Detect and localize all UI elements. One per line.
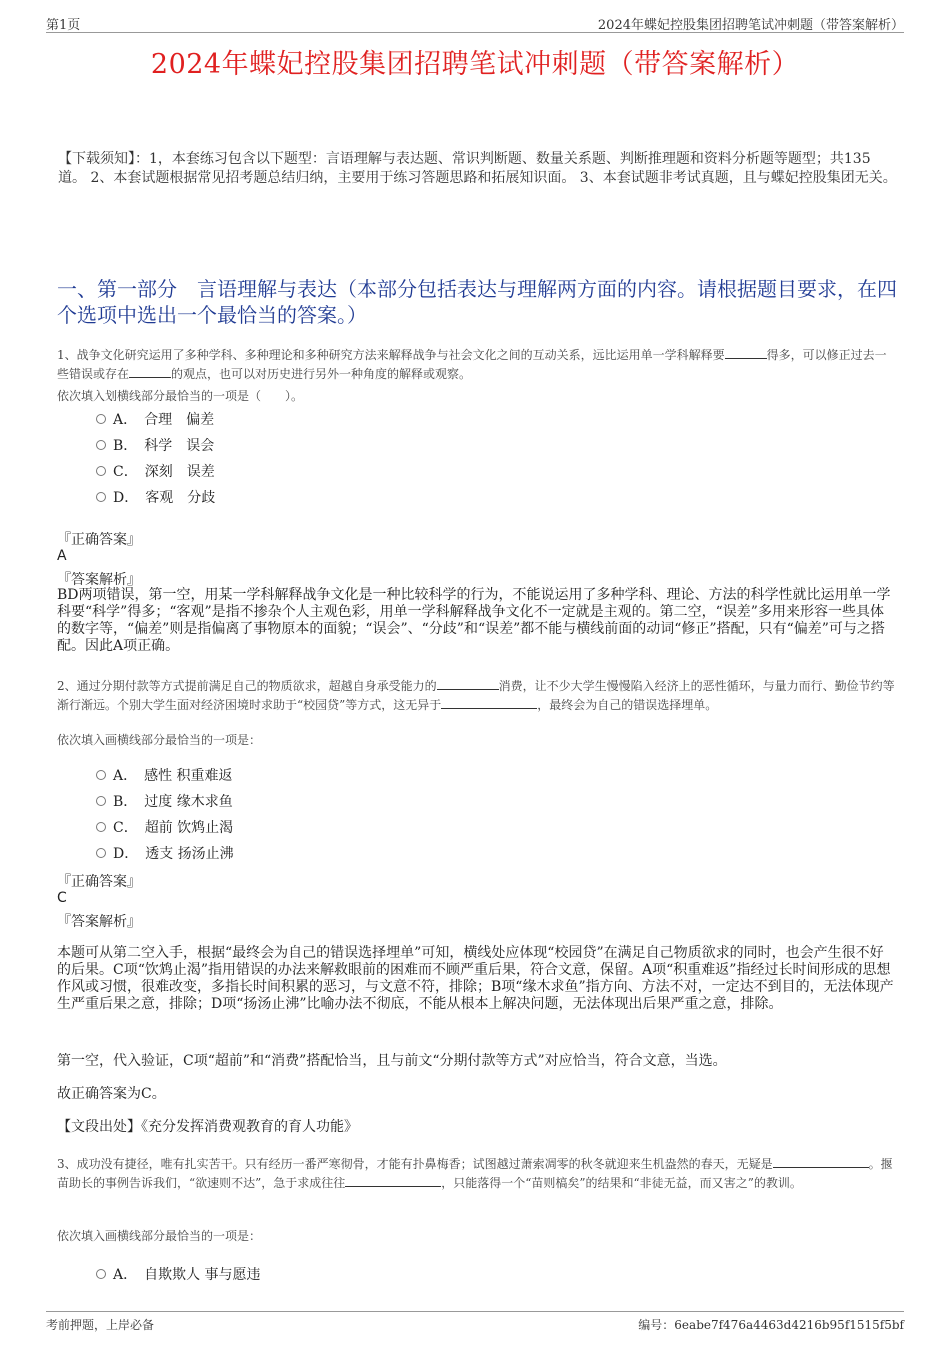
q3-option-a[interactable]: A． 自欺欺人 事与愿违 <box>96 1264 261 1284</box>
q2-option-c[interactable]: C． 超前 饮鸩止渴 <box>96 817 233 837</box>
question-1-instruction: 依次填入划横线部分最恰当的一项是（ ）。 <box>57 389 304 403</box>
fill-blank <box>129 365 171 378</box>
radio-icon[interactable] <box>96 492 106 502</box>
q1-correct-answer: A <box>57 548 67 564</box>
question-2-instruction: 依次填入画横线部分最恰当的一项是： <box>57 733 262 747</box>
page-footer <box>46 1311 904 1336</box>
fill-blank <box>345 1174 441 1187</box>
fill-blank <box>773 1155 869 1168</box>
radio-icon[interactable] <box>96 770 106 780</box>
radio-icon[interactable] <box>96 1269 106 1279</box>
q1-analysis-label: 『答案解析』 <box>57 572 141 588</box>
radio-icon[interactable] <box>96 414 106 424</box>
q2-analysis-paragraph-3: 故正确答案为C。 <box>57 1086 166 1102</box>
question-1-stem: 1、战争文化研究运用了多种学科、多种理论和多种研究方法来解释战争与社会文化之间的互动关系，远比运用单一学科解释要 得多，可以修正过去一些错误或存在 的观点，也可以对历史进行另外一种角度的解释或观察。 <box>57 348 887 381</box>
page-header <box>46 10 904 33</box>
q2-option-a[interactable]: A． 感性 积重难返 <box>96 765 233 785</box>
question-3-stem: 3、成功没有捷径，唯有扎实苦干。只有经历一番严寒彻骨，才能有扑鼻梅香；试图越过萧索凋零的秋冬就迎来生机盎然的春天，无疑是 。揠苗助长的事例告诉我们，“欲速则不达”，急于求成往往 ，只能落得一个“苗则槁矣”的结果和“非徒无益，而又害之”的教训。 <box>57 1157 893 1190</box>
q2-option-b[interactable]: B． 过度 缘木求鱼 <box>96 791 233 811</box>
header-doc-name: 2024年蝶妃控股集团招聘笔试冲刺题（带答案解析） <box>597 18 904 33</box>
radio-icon[interactable] <box>96 466 106 476</box>
footer-slogan: 考前押题，上岸必备 <box>46 1318 155 1332</box>
radio-icon[interactable] <box>96 822 106 832</box>
q1-option-d[interactable]: D． 客观 分歧 <box>96 487 215 507</box>
footer-doc-id: 编号：6eabe7f476a4463d4216b95f1515f5bf <box>638 1318 904 1332</box>
document-title: 2024年蝶妃控股集团招聘笔试冲刺题（带答案解析） <box>150 49 800 80</box>
download-notice: 【下载须知】：1，本套练习包含以下题型：言语理解与表达题、常识判断题、数量关系题、判断推理题和资料分析题等题型；共135道。 2、本套试题根据常见招考题总结归纳，主要用于练习答题思路和拓展知识面。 3、本套试题非考试真题，且与蝶妃控股集团无关。 <box>58 151 897 186</box>
fill-blank <box>725 346 767 359</box>
q2-option-d[interactable]: D． 透支 扬汤止沸 <box>96 843 234 863</box>
q1-option-b[interactable]: B． 科学 误会 <box>96 435 214 455</box>
question-3-instruction: 依次填入画横线部分最恰当的一项是： <box>57 1229 262 1243</box>
q2-correct-answer: C <box>57 890 67 906</box>
q2-text-source: 【文段出处】《充分发挥消费观教育的育人功能》 <box>57 1119 358 1135</box>
section-title: 一、第一部分 言语理解与表达（本部分包括表达与理解两方面的内容。请根据题目要求，在四个选项中选出一个最恰当的答案。） <box>57 277 897 327</box>
radio-icon[interactable] <box>96 796 106 806</box>
q1-analysis: BD两项错误，第一空，用某一学科解释战争文化是一种比较科学的行为，不能说运用了多种学科、理论、方法的科学性就比运用单一学科要“科学”得多；“客观”是指不掺杂个人主观色彩，用单一学科解释战争文化不一定就是主观的。第二空，“误差”多用来形容一些具体的数字等，“偏差”则是指偏离了事物原本的面貌；“误会”、“分歧”和“误差”都不能与横线前面的动词“修正”搭配，只有“偏差”可与之搭配。因此A项正确。 <box>57 587 891 654</box>
q1-option-a[interactable]: A． 合理 偏差 <box>96 409 214 429</box>
q2-analysis-paragraph-1: 本题可从第二空入手，根据“最终会为自己的错误选择埋单”可知，横线处应体现“校园贷”在满足自己物质欲求的同时，也会产生很不好的后果。C项“饮鸩止渴”指用错误的办法来解救眼前的困难而不顾严重后果，符合文意，保留。A项“积重难返”指经过长时间形成的思想作风或习惯，很难改变，多指长时间积累的恶习，与文意不符，排除；B项“缘木求鱼”指方向、方法不对，一定达不到目的，无法体现产生严重后果之意，排除；D项“扬汤止沸”比喻办法不彻底，不能从根本上解决问题，无法体现出后果严重之意，排除。 <box>57 945 894 1012</box>
q2-analysis-label: 『答案解析』 <box>57 914 141 930</box>
question-2-stem: 2、通过分期付款等方式提前满足自己的物质欲求，超越自身承受能力的 消费，让不少大学生慢慢陷入经济上的恶性循环，与量力而行、勤俭节约等渐行渐远。个别大学生面对经济困境时求助于“校园贷”等方式，这无异于 ，最终会为自己的错误选择埋单。 <box>57 679 895 712</box>
radio-icon[interactable] <box>96 440 106 450</box>
radio-icon[interactable] <box>96 848 106 858</box>
q2-correct-answer-label: 『正确答案』 <box>57 874 141 890</box>
q1-option-c[interactable]: C． 深刻 误差 <box>96 461 215 481</box>
q1-correct-answer-label: 『正确答案』 <box>57 532 141 548</box>
fill-blank <box>437 677 499 690</box>
page-number: 第1页 <box>46 18 81 33</box>
fill-blank <box>441 696 537 709</box>
q2-analysis-paragraph-2: 第一空，代入验证，C项“超前”和“消费”搭配恰当，且与前文“分期付款等方式”对应恰当，符合文意，当选。 <box>57 1053 727 1069</box>
